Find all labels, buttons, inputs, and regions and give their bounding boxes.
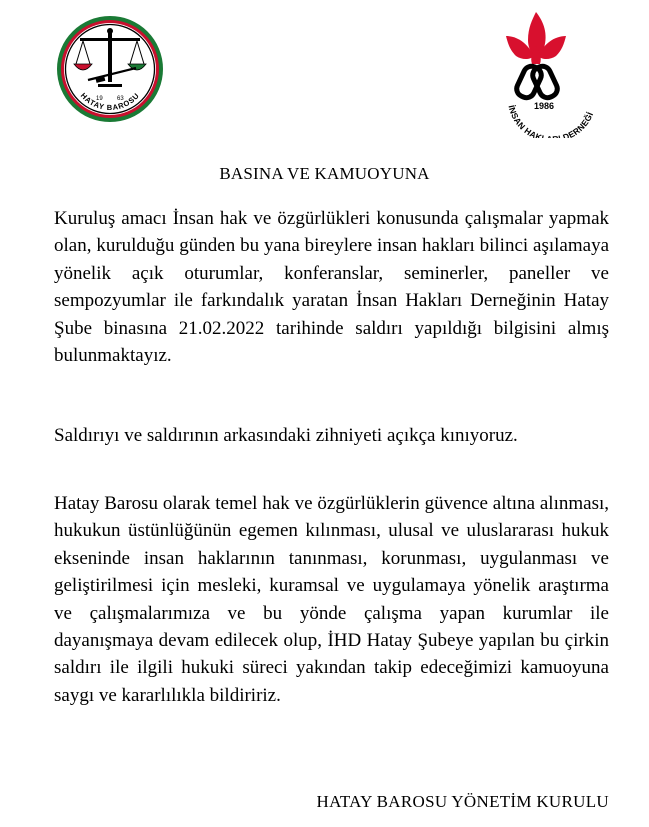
hatay-barosu-logo	[50, 14, 170, 124]
logo-baro-text: HATAY BAROSU	[78, 90, 142, 113]
logo-year-right: 63	[117, 96, 124, 102]
signature: HATAY BAROSU YÖNETİM KURULU	[316, 792, 609, 811]
scales-of-justice-icon	[50, 14, 170, 124]
paragraph-3: Hatay Barosu olarak temel hak ve özgürlüklerin güvence altına alınması, hukukun üstünlüğünün egemen kılınması, ulusal ve uluslararası hukuk ekseninde insan haklarının tanınması, korunması, uygulanması ve geliştirilmesi için mesleki, kuramsal ve uygulamaya yönelik araştırma ve çalışmalarımıza ve bu yönde çalışma yapan kurumlar ile dayanışmaya devam edilecek olup, İHD Hatay Şubeye yapılan bu çirkin saldırı ile ilgili hukuki süreci yakından takip edeceğimizi kamuoyuna saygı ve kararlılıkla bildiririz.	[54, 493, 609, 706]
flower-chain-icon	[486, 6, 614, 138]
paragraph-1: Kuruluş amacı İnsan hak ve özgürlükleri konusunda çalışmalar yapmak olan, kurulduğu günden bu yana bireylere insan hakları bilinci aşılamaya yönelik açık oturumlar, konferanslar, seminerler, paneller ve sempozyumlar ile farkındalık yaratan İnsan Hakları Derneğinin Hatay Şube binasına 21.02.2022 tarihinde saldırı yapıldığı bilgisini almış bulunmaktayız.	[54, 208, 609, 367]
ihd-year: 1986	[534, 101, 555, 111]
paragraph-2: Saldırıyı ve saldırının arkasındaki zihniyeti açıkça kınıyoruz.	[54, 425, 518, 446]
logo-year-left: 19	[96, 96, 103, 102]
ihd-text: İNSAN HAK DERNEĞİ	[506, 104, 596, 138]
document-title: BASINA VE KAMUOYUNA	[219, 164, 430, 183]
ihd-logo	[486, 6, 614, 138]
